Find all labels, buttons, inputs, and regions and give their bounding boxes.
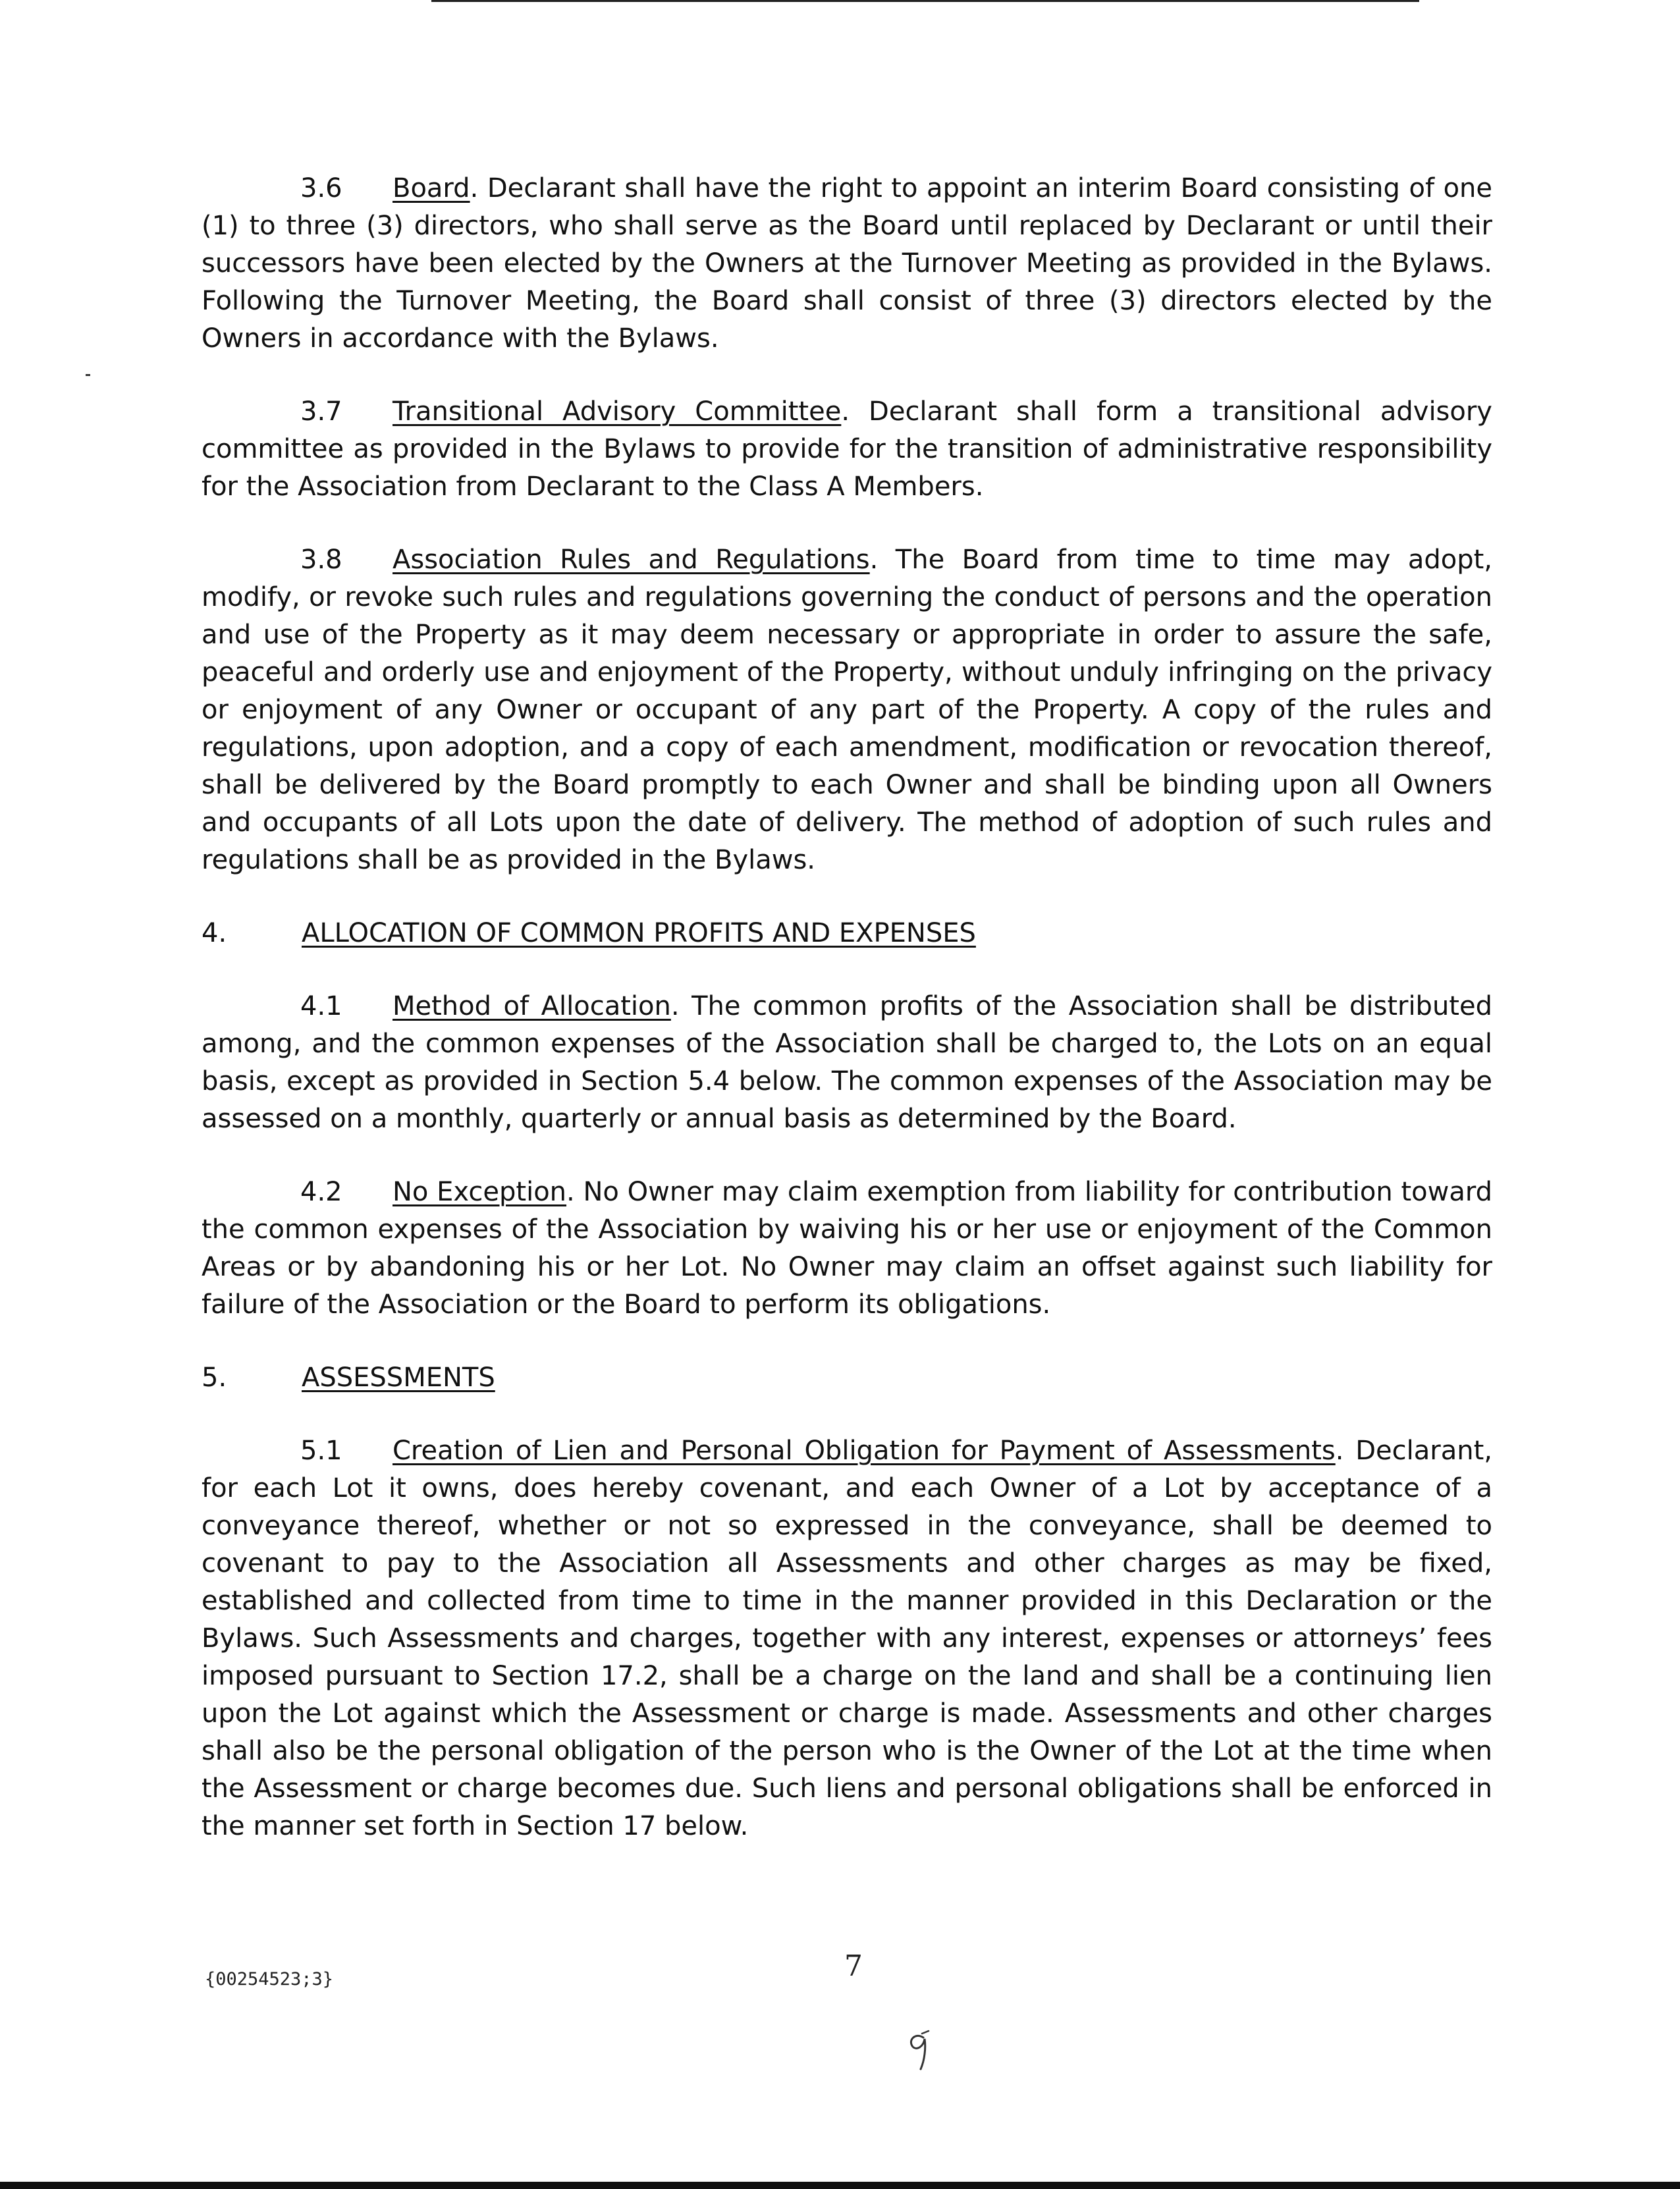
section-text: . No Owner may claim exemption from liability for contribution toward the common expenses of the Association by waiving his or her use or enjoyment of the Common Areas or by abandoning his or her Lot. No Owner may claim an offset against such liability for failure of the Association or the Board to perform its obligations. — [202, 1177, 1492, 1320]
document-id: {00254523;3} — [205, 1969, 334, 1989]
section-5-heading — [202, 1359, 1492, 1397]
section-4-2 — [202, 1174, 1492, 1324]
section-number: 3.7 — [300, 396, 342, 427]
section-title: Association Rules and Regulations — [393, 545, 870, 575]
section-text: . Declarant shall have the right to appoint an interim Board consisting of one (1) to three (3) directors, who shall serve as the Board until replaced by Declarant or until their successors have been elected by the Owners at the Turnover Meeting as provided in the Bylaws. Following the Turnover Meeting, the Board shall consist of three (3) directors elected by the Owners in accordance with the Bylaws. — [202, 173, 1492, 354]
section-title: Board — [393, 173, 470, 203]
section-title: Method of Allocation — [393, 991, 671, 1021]
section-4-heading — [202, 915, 1492, 952]
page-bottom-border — [0, 2182, 1680, 2189]
section-text: . The common profits of the Association shall be distributed among, and the common expenses of the Association shall be charged to, the Lots on an equal basis, except as provided in Section 5.4 below. The common expenses of the Association may be assessed on a monthly, quarterly or annual basis as determined by the Board. — [202, 991, 1492, 1134]
section-text: . Declarant, for each Lot it owns, does hereby covenant, and each Owner of a Lot by acceptance of a conveyance thereof, whether or not so expressed in the conveyance, shall be deemed to covenant to pay to the Association all Assessments and other charges as may be fixed, established and collected from time to time in the manner provided in this Declaration or the Bylaws. Such Assessments and charges, together with any interest, expenses or attorneys’ fees imposed pursuant to Section 17.2, shall be a charge on the land and shall be a continuing lien upon the Lot against which the Assessment or charge is made. Assessments and other charges shall also be the personal obligation of the person who is the Owner of the Lot at the time when the Assessment or charge becomes due. Such liens and personal obligations shall be enforced in the manner set forth in Section 17 below. — [202, 1436, 1492, 1841]
section-number: 4.1 — [300, 991, 342, 1021]
section-3-7 — [202, 393, 1492, 506]
section-number: 4. — [202, 918, 227, 948]
section-5-1 — [202, 1432, 1492, 1845]
page-top-border — [431, 0, 1419, 2]
handwritten-page-mark — [904, 2028, 936, 2074]
section-title: No Exception — [393, 1177, 567, 1207]
section-title: ALLOCATION OF COMMON PROFITS AND EXPENSES — [302, 918, 976, 948]
section-title: ASSESSMENTS — [302, 1363, 495, 1393]
section-title: Transitional Advisory Committee — [393, 396, 842, 427]
section-3-6 — [202, 170, 1492, 358]
section-text: . The Board from time to time may adopt, modify, or revoke such rules and regulations governing the conduct of persons and the operation and use of the Property as it may deem necessary or appropriate in order to assure the safe, peaceful and orderly use and enjoyment of the Property, without unduly infringing on the privacy or enjoyment of any Owner or occupant of any part of the Property. A copy of the rules and regulations, upon adoption, and a copy of each amendment, modification or revocation thereof, shall be delivered by the Board promptly to each Owner and shall be binding upon all Owners and occupants of all Lots upon the date of delivery. The method of adoption of such rules and regulations shall be as provided in the Bylaws. — [202, 545, 1493, 875]
section-number: 3.6 — [300, 173, 342, 203]
section-3-8 — [202, 541, 1492, 879]
section-number: 5.1 — [300, 1436, 342, 1466]
section-number: 3.8 — [300, 545, 342, 575]
section-4-1 — [202, 988, 1492, 1138]
section-text: . Declarant shall form a transitional advisory committee as provided in the Bylaws to provide for the transition of administrative responsibility for the Association from Declarant to the Class A Members. — [202, 396, 1492, 502]
scan-speck — [86, 374, 90, 376]
page-number: 7 — [844, 1949, 863, 1983]
section-title: Creation of Lien and Personal Obligation for Payment of Assessments — [393, 1436, 1336, 1466]
section-number: 5. — [202, 1363, 227, 1393]
document-body — [202, 170, 1492, 1881]
section-number: 4.2 — [300, 1177, 342, 1207]
